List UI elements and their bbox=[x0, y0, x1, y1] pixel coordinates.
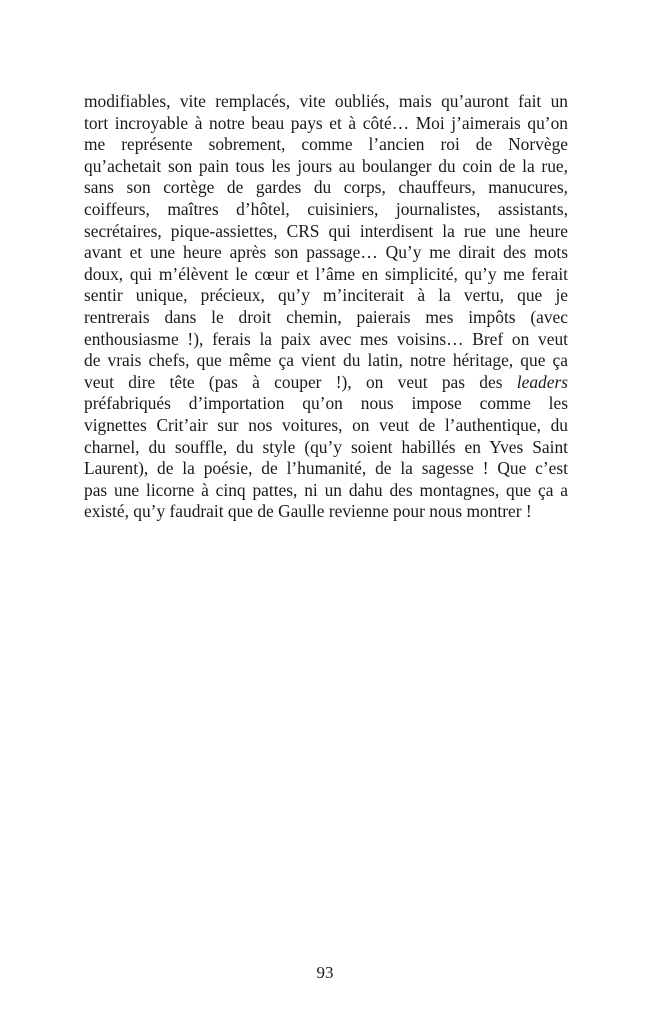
text-line: sans son cortège de gardes du corps, chauffeurs, manucures, bbox=[84, 177, 568, 198]
text-line: secrétaires, pique-assiettes, CRS qui interdisent la rue une heure bbox=[84, 220, 568, 241]
text-line: doux, qui m’élèvent le cœur et l’âme en simplicité, qu’y me ferait bbox=[84, 263, 568, 284]
text-line: existé, qu’y faudrait que de Gaulle revienne pour nous montrer ! bbox=[84, 501, 532, 522]
text-line: avant et une heure après son passage… Qu’y me dirait des mots bbox=[84, 242, 568, 263]
text-line: rentrerais dans le droit chemin, paierais mes impôts (avec bbox=[84, 306, 568, 327]
body-text bbox=[84, 91, 568, 523]
text-line-with-italic bbox=[84, 372, 568, 394]
text-line: pas une licorne à cinq pattes, ni un dahu des montagnes, que ça a bbox=[84, 479, 568, 500]
text-line: de vrais chefs, que même ça vient du latin, notre héritage, que ça bbox=[84, 350, 568, 371]
text-line: me représente sobrement, comme l’ancien roi de Norvège bbox=[84, 134, 568, 155]
text-line-start: veut dire tête (pas à couper !), on veut pas des bbox=[84, 371, 503, 392]
text-line: tort incroyable à notre beau pays et à côté… Moi j’aimerais qu’on bbox=[84, 112, 568, 133]
text-line: vignettes Crit’air sur nos voitures, on veut de l’authentique, du bbox=[84, 414, 568, 435]
text-line: enthousiasme !), ferais la paix avec mes voisins… Bref on veut bbox=[84, 328, 568, 349]
text-line: préfabriqués d’importation qu’on nous impose comme les bbox=[84, 393, 568, 414]
text-line: charnel, du souffle, du style (qu’y soient habillés en Yves Saint bbox=[84, 436, 568, 457]
text-line: coiffeurs, maîtres d’hôtel, cuisiniers, journalistes, assistants, bbox=[84, 198, 568, 219]
text-line: qu’achetait son pain tous les jours au boulanger du coin de la rue, bbox=[84, 155, 568, 176]
text-line: modifiables, vite remplacés, vite oubliés, mais qu’auront fait un bbox=[84, 91, 568, 111]
italic-word: leaders bbox=[516, 371, 568, 392]
page-number: 93 bbox=[316, 963, 334, 982]
text-line: sentir unique, précieux, qu’y m’inciterait à la vertu, que je bbox=[84, 285, 568, 306]
text-line: Laurent), de la poésie, de l’humanité, de la sagesse ! Que c’est bbox=[84, 458, 568, 479]
